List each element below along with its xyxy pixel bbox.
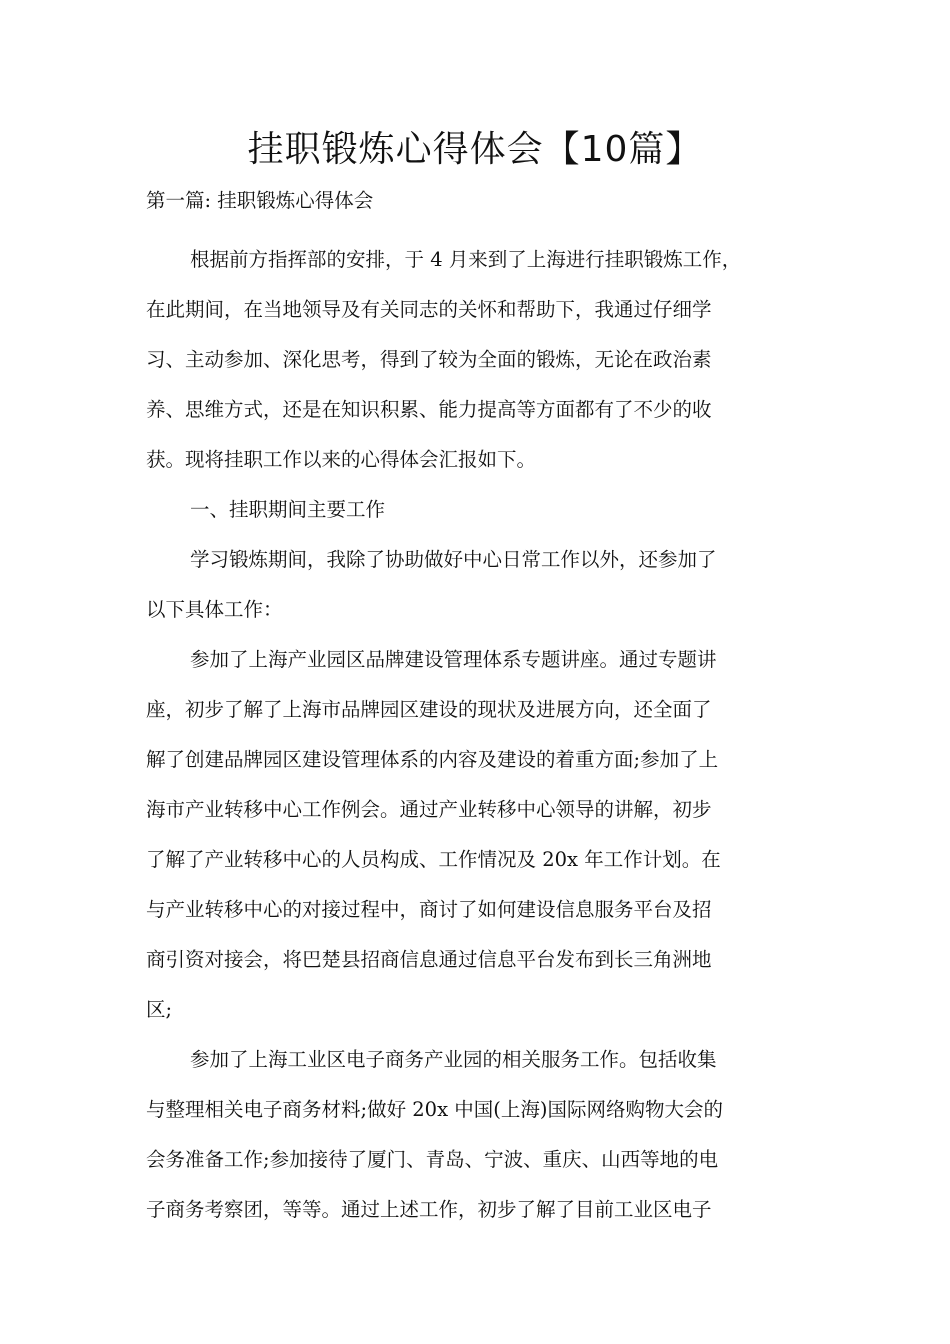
text-line: 与产业转移中心的对接过程中，商讨了如何建设信息服务平台及招: [146, 898, 712, 921]
text-line: 参加了上海工业区电子商务产业园的相关服务工作。包括收集: [190, 1048, 717, 1071]
text-line: 习、主动参加、深化思考，得到了较为全面的锻炼，无论在政治素: [146, 348, 712, 371]
text-line: 子商务考察团，等等。通过上述工作，初步了解了目前工业区电子: [146, 1198, 712, 1221]
text-line: 在此期间，在当地领导及有关同志的关怀和帮助下，我通过仔细学: [146, 298, 712, 321]
document-body: [146, 235, 806, 1235]
text-line: 海市产业转移中心工作例会。通过产业转移中心领导的讲解，初步: [146, 798, 712, 821]
paragraph-intro: [146, 235, 806, 485]
text-line: 了解了产业转移中心的人员构成、工作情况及 20x 年工作计划。在: [146, 848, 721, 871]
section-heading: 第一篇: 挂职锻炼心得体会: [146, 189, 374, 212]
text-line: 座，初步了解了上海市品牌园区建设的现状及进展方向，还全面了: [146, 698, 712, 721]
text-line: 根据前方指挥部的安排，于 4 月来到了上海进行挂职锻炼工作，: [190, 248, 742, 271]
text-line: 区;: [146, 998, 173, 1021]
paragraph-park-lecture: [146, 635, 806, 1035]
text-line: 参加了上海产业园区品牌建设管理体系专题讲座。通过专题讲: [190, 648, 717, 671]
paragraph-ecommerce: [146, 1035, 806, 1235]
text-line: 商引资对接会，将巴楚县招商信息通过信息平台发布到长三角洲地: [146, 948, 712, 971]
text-line: 以下具体工作：: [146, 598, 283, 621]
paragraph-work-intro: [146, 535, 806, 635]
paragraph-section-heading: [146, 485, 806, 535]
text-line: 与整理相关电子商务材料;做好 20x 中国(上海)国际网络购物大会的: [146, 1098, 723, 1121]
text-line: 获。现将挂职工作以来的心得体会汇报如下。: [146, 448, 537, 471]
text-line: 会务准备工作;参加接待了厦门、青岛、宁波、重庆、山西等地的电: [146, 1148, 719, 1171]
text-line: 一、挂职期间主要工作: [190, 498, 386, 521]
text-line: 养、思维方式，还是在知识积累、能力提高等方面都有了不少的收: [146, 398, 712, 421]
text-line: 学习锻炼期间，我除了协助做好中心日常工作以外，还参加了: [190, 548, 717, 571]
text-line: 解了创建品牌园区建设管理体系的内容及建设的着重方面;参加了上: [146, 748, 719, 771]
document-title: 挂职锻炼心得体会【10篇】: [247, 129, 703, 170]
